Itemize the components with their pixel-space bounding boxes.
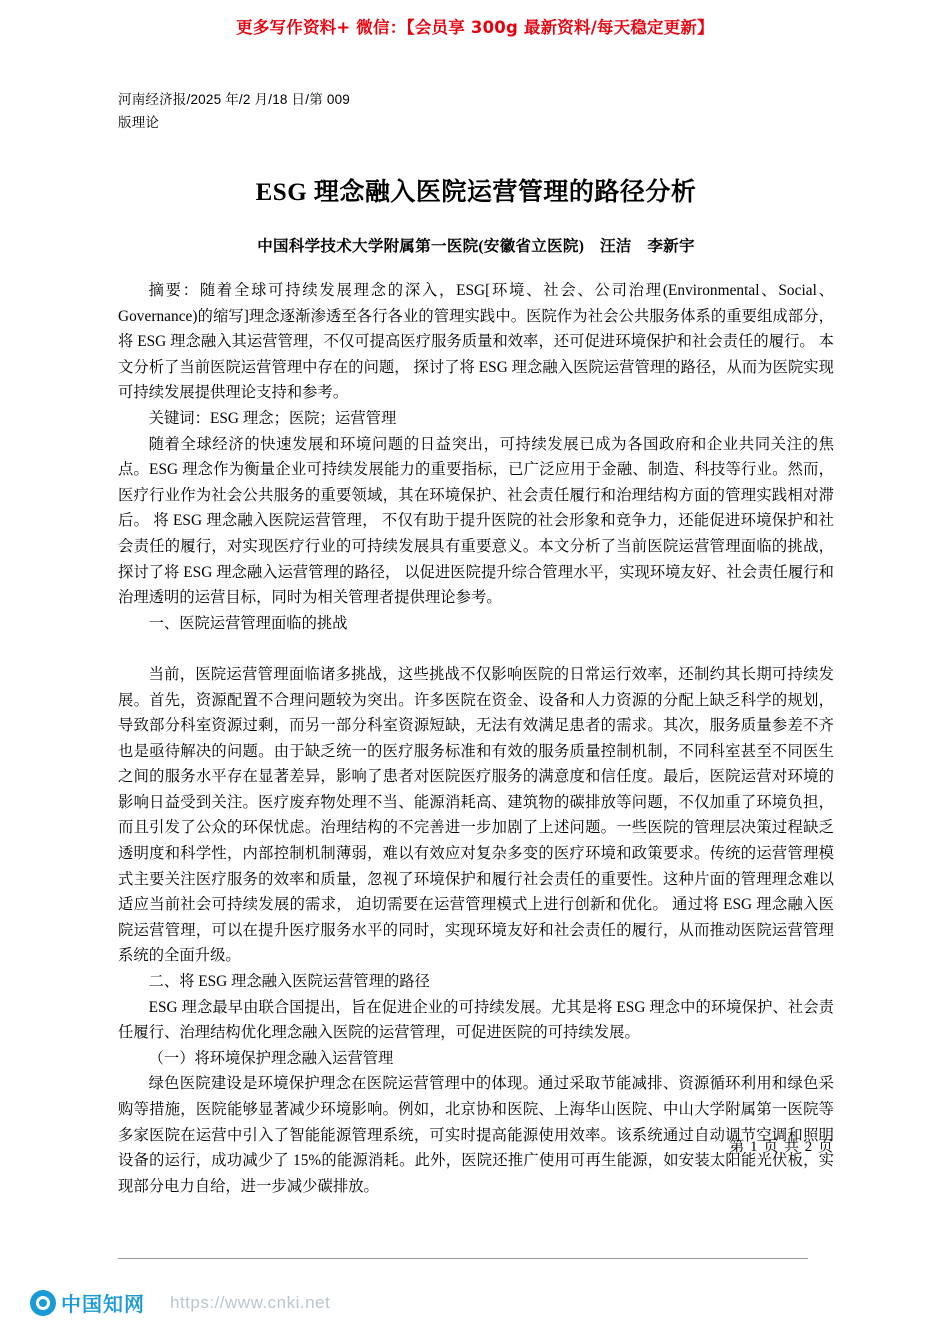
section-1-body: 当前，医院运营管理面临诸多挑战，这些挑战不仅影响医院的日常运行效率，还制约其长期可持续发展。首先，资源配置不合理问题较为突出。许多医院在资金、设备和人力资源的分配上缺乏科学的规划，导致部分科室资源过剩，而另一部分科室资源短缺，无法有效满足患者的需求。其次，服务质量参差不齐也是亟待解决的问题。由于缺乏统一的医疗服务标准和有效的服务质量控制机制，不同科室甚至不同医生之间的服务水平存在显著差异，影响了患者对医院医疗服务的满意度和信任度。最后，医院运营对环境的影响日益受到关注。医疗废弃物处理不当、能源消耗高、建筑物的碳排放等问题，不仅加重了环境负担，而且引发了公众的环保忧虑。治理结构的不完善进一步加剧了上述问题。一些医院的管理层决策过程缺乏透明度和科学性，内部控制机制薄弱，难以有效应对复杂多变的医疗环境和政策要求。传统的运营管理模式主要关注医疗服务的效率和质量，忽视了环境保护和履行社会责任的重要性。这种片面的管理理念难以适应当前社会可持续发展的需求， 迫切需要在运营管理模式上进行创新和优化。 通过将 ESG 理念融入医院运营管理，可以在提升医疗服务水平的同时，实现环境友好和社会责任的履行，从而推动医院运营管理系统的全面升级。 [118, 665, 834, 965]
cnki-logo [30, 1288, 145, 1317]
section-2-heading: 二、将 ESG 理念融入医院运营管理的路径 [148, 973, 430, 991]
spacer [118, 636, 834, 662]
abstract-paragraph: 摘要：随着全球可持续发展理念的深入，ESG[环境、社会、公司治理(Environmental、Social、Governance)的缩写]理念逐渐渗透至各行各业的管理实践中。医院作为社会公共服务体系的重要组成部分，将 ESG 理念融入其运营管理，不仅可提高医疗服务质量和效率，还可促进环境保护和社会责任的履行。 本文分析了当前医院运营管理中存在的问题， 探讨了将 ESG 理念融入医院运营管理的路径，从而为医院实现可持续发展提供理论支持和参考。 [118, 282, 834, 402]
footer-divider [118, 1258, 808, 1259]
cnki-logo-text: 中国知网 [61, 1292, 145, 1316]
keywords-paragraph: 关键词：ESG 理念；医院；运营管理 [148, 409, 397, 427]
author-affiliation: 中国科学技术大学附属第一医院(安徽省立医院) 汪洁 李新宇 [257, 238, 695, 255]
promo-banner: 更多写作资料+ 微信：【会员享 300g 最新资料/每天稳定更新】 [236, 18, 714, 37]
cnki-url[interactable]: https://www.cnki.net [170, 1293, 331, 1312]
subsection-body: 绿色医院建设是环境保护理念在医院运营管理中的体现。通过采取节能减排、资源循环利用和绿色采购等措施，医院能够显著减少环境影响。例如，北京协和医院、上海华山医院、中山大学附属第一医院等多家医院在运营中引入了智能能源管理系统，可实时提高能源使用效率。该系统通过自动调节空调和照明设备的运行，成功减少了 15%的能源消耗。此外，医院还推广使用可再生能源，如安装太阳能光伏板，实现部分电力自给，进一步减少碳排放。 [118, 1075, 834, 1195]
section-1-heading: 一、医院运营管理面临的挑战 [148, 614, 348, 632]
introduction-paragraph: 随着全球经济的快速发展和环境问题的日益突出，可持续发展已成为各国政府和企业共同关注的焦点。ESG 理念作为衡量企业可持续发展能力的重要指标，已广泛应用于金融、制造、科技等行业。然而，医疗行业作为社会公共服务的重要领域，其在环境保护、社会责任履行和治理结构方面的管理实践相对滞后。 将 ESG 理念融入医院运营管理， 不仅有助于提升医院的社会形象和竞争力，还能促进环境保护和社会责任的履行，对实现医疗行业的可持续发展具有重要意义。本文分析了当前医院运营管理面临的挑战， 探讨了将 ESG 理念融入运营管理的路径， 以促进医院提升综合管理水平，实现环境友好、社会责任履行和治理透明的运营目标，同时为相关管理者提供理论参考。 [118, 435, 834, 607]
page-title: ESG 理念融入医院运营管理的路径分析 [255, 179, 697, 206]
cnki-ring-icon [30, 1290, 56, 1316]
source-line-1: 河南经济报/2025 年/2 月/18 日/第 009 [118, 92, 350, 107]
page-number: 第 1 页 共 2 页 [729, 1139, 834, 1155]
document-content [118, 88, 834, 1199]
section-2-body: ESG 理念最早由联合国提出，旨在促进企业的可持续发展。尤其是将 ESG 理念中的环境保护、社会责任履行、治理结构优化理念融入医院的运营管理，可促进医院的可持续发展。 [118, 998, 834, 1042]
source-line-2: 版理论 [118, 115, 160, 130]
cnki-footer [30, 1288, 920, 1332]
subsection-heading: （一）将环境保护理念融入运营管理 [148, 1049, 394, 1067]
